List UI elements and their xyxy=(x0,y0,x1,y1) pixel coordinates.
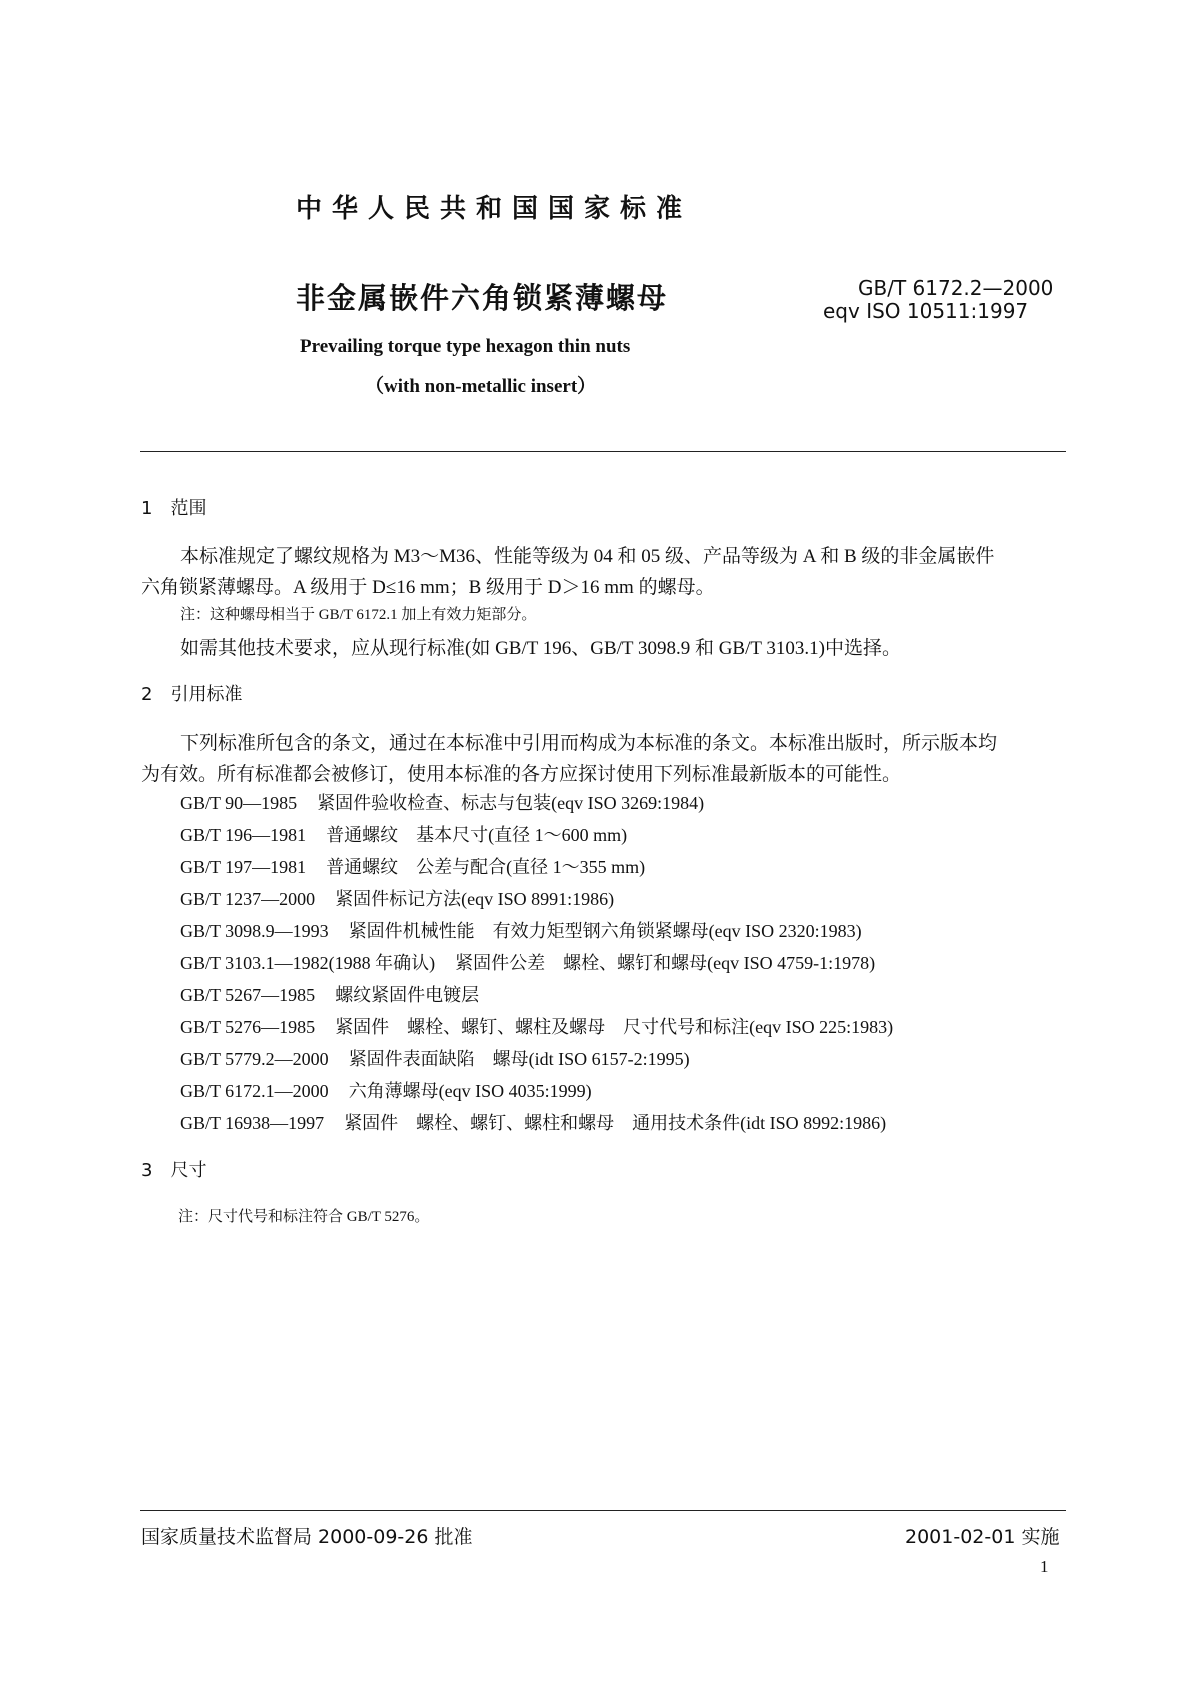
section-2-paragraph-line2: 为有效。所有标准都会被修订，使用本标准的各方应探讨使用下列标准最新版本的可能性。 xyxy=(141,764,902,785)
section-3-note: 注：尺寸代号和标注符合 GB/T 5276。 xyxy=(178,1209,430,1225)
reference-item xyxy=(180,1043,893,1075)
reference-item xyxy=(180,819,893,851)
standard-number: GB/T 6172.2—2000 xyxy=(858,276,1054,300)
approval-statement: 国家质量技术监督局 2000-09-26 批准 xyxy=(141,1526,473,1548)
reference-title: 螺纹紧固件电镀层 xyxy=(335,985,480,1005)
section-1-paragraph-2: 如需其他技术要求，应从现行标准(如 GB/T 196、GB/T 3098.9 和 GB/T 3103.1)中选择。 xyxy=(180,638,901,659)
reference-title: 紧固件 螺栓、螺钉、螺柱和螺母 通用技术条件(idt ISO 8992:1986) xyxy=(344,1113,887,1133)
reference-item xyxy=(180,851,893,883)
reference-item xyxy=(180,947,893,979)
reference-item xyxy=(180,787,893,819)
section-1-paragraph-line2: 六角锁紧薄螺母。A 级用于 D≤16 mm；B 级用于 D＞16 mm 的螺母。 xyxy=(141,577,715,598)
reference-item xyxy=(180,1011,893,1043)
section-2-paragraph-line1: 下列标准所包含的条文，通过在本标准中引用而构成为本标准的条文。本标准出版时，所示版本均 xyxy=(180,733,998,754)
section-2-heading: 2 引用标准 xyxy=(141,684,243,705)
reference-title: 紧固件验收检查、标志与包装(eqv ISO 3269:1984) xyxy=(317,793,705,813)
national-standard-heading: 中华人民共和国国家标准 xyxy=(296,194,693,224)
reference-item xyxy=(180,1107,893,1139)
reference-code: GB/T 5267—1985 xyxy=(180,985,316,1005)
section-1-paragraph-line1: 本标准规定了螺纹规格为 M3～M36、性能等级为 04 和 05 级、产品等级为 A 和 B 级的非金属嵌件 xyxy=(180,546,995,567)
reference-list xyxy=(180,787,893,1139)
equivalent-standard: eqv ISO 10511:1997 xyxy=(823,299,1029,323)
reference-item xyxy=(180,1075,893,1107)
reference-code: GB/T 197—1981 xyxy=(180,857,307,877)
reference-code: GB/T 1237—2000 xyxy=(180,889,316,909)
document-title-en-line1: Prevailing torque type hexagon thin nuts xyxy=(300,336,631,357)
document-title-en-line2: （with non-metallic insert） xyxy=(365,376,597,397)
reference-code: GB/T 3098.9—1993 xyxy=(180,921,329,941)
reference-title: 紧固件公差 螺栓、螺钉和螺母(eqv ISO 4759-1:1978) xyxy=(455,953,876,973)
reference-title: 紧固件机械性能 有效力矩型钢六角锁紧螺母(eqv ISO 2320:1983) xyxy=(348,921,862,941)
header-divider xyxy=(140,451,1066,452)
reference-title: 普通螺纹 公差与配合(直径 1～355 mm) xyxy=(326,857,646,877)
reference-code: GB/T 90—1985 xyxy=(180,793,298,813)
footer-divider xyxy=(140,1510,1066,1511)
reference-title: 紧固件标记方法(eqv ISO 8991:1986) xyxy=(335,889,615,909)
reference-item xyxy=(180,883,893,915)
reference-title: 紧固件表面缺陷 螺母(idt ISO 6157-2:1995) xyxy=(348,1049,690,1069)
reference-code: GB/T 196—1981 xyxy=(180,825,307,845)
reference-code: GB/T 5779.2—2000 xyxy=(180,1049,329,1069)
reference-code: GB/T 3103.1—1982(1988 年确认) xyxy=(180,953,436,973)
reference-code: GB/T 16938—1997 xyxy=(180,1113,325,1133)
reference-title: 普通螺纹 基本尺寸(直径 1～600 mm) xyxy=(326,825,628,845)
section-1-note: 注：这种螺母相当于 GB/T 6172.1 加上有效力矩部分。 xyxy=(180,607,537,623)
reference-code: GB/T 6172.1—2000 xyxy=(180,1081,329,1101)
reference-item xyxy=(180,915,893,947)
reference-item xyxy=(180,979,893,1011)
reference-title: 紧固件 螺栓、螺钉、螺柱及螺母 尺寸代号和标注(eqv ISO 225:1983) xyxy=(335,1017,894,1037)
document-title-cn: 非金属嵌件六角锁紧薄螺母 xyxy=(296,281,669,315)
reference-title: 六角薄螺母(eqv ISO 4035:1999) xyxy=(348,1081,592,1101)
section-3-heading: 3 尺寸 xyxy=(141,1160,207,1181)
reference-code: GB/T 5276—1985 xyxy=(180,1017,316,1037)
implementation-date: 2001-02-01 实施 xyxy=(905,1526,1060,1548)
section-1-heading: 1 范围 xyxy=(141,498,207,519)
page-number: 1 xyxy=(1040,1557,1049,1576)
